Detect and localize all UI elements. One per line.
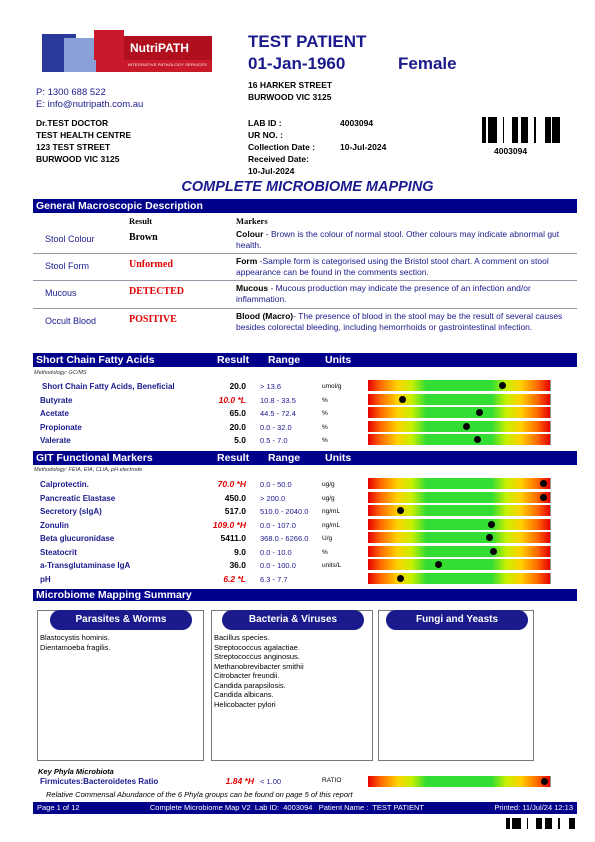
contact-info (36, 87, 143, 111)
scfa-row-result: 20.0 (229, 421, 246, 432)
scfa-row-result: 5.0 (234, 435, 246, 445)
scfa-row-range: 0.0 - 32.0 (260, 422, 292, 432)
parasites-list (40, 633, 110, 652)
git-row-label: Beta glucuronidase (40, 534, 115, 543)
git-row-units: % (322, 548, 328, 556)
git-row-label: Pancreatic Elastase (40, 493, 116, 503)
scfa-row-result: 65.0 (229, 408, 246, 418)
section-summary: Microbiome Mapping Summary (33, 589, 577, 601)
git-row-gauge (368, 519, 551, 530)
patient-dob: 01-Jan-1960 (248, 54, 346, 73)
parasites-title: Parasites & Worms (50, 610, 192, 630)
summary-item: Methanobrevibacter smithii (214, 661, 304, 671)
section-scfa: Short Chain Fatty Acids Result Range Units (33, 353, 577, 367)
summary-item: Bacillus species. (214, 633, 270, 642)
footer-printed: Printed: 11/Jul/24 12:13 (494, 803, 573, 812)
summary-item: Candida parapsilosis. (214, 680, 286, 690)
git-row-units: ng/mL (322, 508, 341, 515)
patient-name: TEST PATIENT (248, 32, 367, 51)
git-row-result: 36.0 (229, 560, 246, 570)
summary-item: Citrobacter freundii. (214, 671, 280, 680)
patient-address: 16 HARKER STREET BURWOOD VIC 3125 (248, 80, 333, 102)
nutripath-logo (36, 30, 212, 78)
macro-result: Unformed (129, 259, 173, 270)
scfa-row-label: Butyrate (40, 395, 73, 405)
fungi-title: Fungi and Yeasts (386, 610, 528, 630)
scfa-row-range: > 13.6 (260, 382, 282, 391)
git-row-label: Secretory (sIgA) (40, 507, 102, 516)
scfa-row-label: Short Chain Fatty Acids, Beneficial (42, 382, 175, 391)
brand-name: NutriPATH (130, 41, 189, 55)
gauge-marker (486, 534, 493, 541)
gauge-marker (541, 778, 548, 785)
git-row-range: 6.3 - 7.7 (260, 574, 288, 584)
bacteria-title: Bacteria & Viruses (222, 610, 364, 630)
received-date: 10-Jul-2024 (248, 166, 295, 176)
summary-item: Blastocystis hominis. (40, 633, 110, 642)
gauge-marker (476, 409, 483, 416)
gauge-marker (399, 396, 406, 403)
footer-report: Complete Microbiome Map V2 Lab ID: 4003094 Patient Name : TEST PATIENT (149, 803, 425, 812)
macro-col-result: Result (129, 216, 153, 226)
git-row-units: U/g (322, 535, 333, 542)
summary-item: Streptococcus anginosus. (214, 652, 300, 661)
macro-label: Occult Blood (45, 316, 97, 326)
summary-item: Streptococcus agalactiae. (214, 642, 300, 652)
git-row-range: > 200.0 (260, 493, 286, 503)
phone: P: 1300 688 522 (36, 87, 106, 98)
git-row-gauge (368, 532, 551, 543)
git-row-label: Steatocrit (40, 547, 77, 557)
git-row-result: 70.0 *H (217, 479, 246, 489)
git-row-units: ng/mL (322, 521, 341, 529)
git-row-result: 6.2 *L (223, 573, 246, 584)
phyla-gauge (368, 776, 551, 787)
parasites-box (37, 610, 204, 761)
gauge-marker (463, 423, 470, 430)
scfa-row-units: % (322, 396, 328, 404)
fungi-box (378, 610, 534, 761)
git-row-label: pH (40, 574, 51, 584)
macro-description: Form -Sample form is categorised using the Bristol stool chart. A comment on stool appearance can be found in the comments section. (236, 256, 549, 277)
report-title: COMPLETE MICROBIOME MAPPING (181, 179, 434, 195)
macro-result: DETECTED (129, 286, 185, 297)
git-row-range: 0.0 - 10.0 (260, 547, 292, 557)
git-row-gauge (368, 559, 551, 570)
macro-label: Stool Form (45, 261, 90, 271)
email[interactable]: E: info@nutripath.com.au (36, 99, 144, 110)
gauge-marker (474, 436, 481, 443)
phyla-result: 1.84 *H (225, 776, 254, 786)
scfa-row-units: % (322, 410, 328, 417)
git-row-result: 450.0 (224, 492, 246, 503)
scfa-row-result: 10.0 *L (218, 394, 246, 405)
bacteria-box (211, 610, 373, 761)
collection-date: 10-Jul-2024 (340, 142, 387, 152)
gauge-marker (540, 494, 547, 501)
git-row-label: Zonulin (40, 520, 69, 530)
macro-result: Brown (129, 232, 158, 243)
git-row-range: 368.0 - 6266.0 (260, 534, 309, 543)
barcode-number: 4003094 (494, 146, 528, 156)
git-row-range: 510.0 - 2040.0 (260, 507, 309, 516)
macro-col-markers: Markers (236, 216, 268, 226)
git-methodology: Methodology: FEIA, EIA, CLIA, pH electrode (34, 467, 143, 473)
scfa-row-range: 10.8 - 33.5 (260, 395, 296, 405)
gauge-marker (397, 575, 404, 582)
git-row-result: 517.0 (224, 506, 246, 516)
patient-sex: Female (398, 54, 457, 73)
scfa-row-range: 0.5 - 7.0 (260, 436, 288, 445)
git-row-units: units/L (322, 562, 342, 569)
barcode (482, 117, 560, 143)
gauge-marker (540, 480, 547, 487)
scfa-row-gauge (368, 380, 551, 391)
gauge-marker (397, 507, 404, 514)
row-separator (33, 253, 577, 254)
macro-label: Mucous (45, 288, 77, 298)
scfa-row-units: % (322, 423, 328, 431)
git-row-gauge (368, 573, 551, 584)
footer-barcode (506, 816, 576, 827)
scfa-row-gauge (368, 434, 551, 445)
git-row-units: ug/g (322, 494, 335, 502)
phyla-label: Firmicutes:Bacteroidetes Ratio (40, 777, 159, 786)
git-row-gauge (368, 478, 551, 489)
scfa-row-gauge (368, 421, 551, 432)
phyla-range: < 1.00 (260, 777, 282, 786)
gauge-marker (490, 548, 497, 555)
git-row-range: 0.0 - 107.0 (260, 520, 296, 530)
macro-description: Colour - Brown is the colour of normal stool. Other colours may indicate abnormal gut health. (236, 229, 560, 250)
scfa-row-units: umol/g (322, 383, 342, 390)
phyla-units: RATIO (322, 777, 342, 784)
scfa-row-result: 20.0 (229, 381, 246, 391)
git-row-result: 9.0 (234, 546, 246, 557)
macro-result: POSITIVE (129, 314, 177, 325)
scfa-row-label: Acetate (40, 409, 69, 418)
lab-id: 4003094 (340, 118, 374, 128)
gauge-marker (435, 561, 442, 568)
macro-description: Mucous - Mucous production may indicate the presence of an infection and/or inflammation. (236, 283, 531, 304)
git-row-result: 5411.0 (220, 533, 246, 543)
scfa-row-units: % (322, 437, 328, 444)
git-row-gauge (368, 546, 551, 557)
git-row-range: 0.0 - 50.0 (260, 480, 292, 489)
macro-label: Stool Colour (45, 234, 95, 244)
footer-bar (33, 802, 577, 814)
bacteria-list (214, 633, 304, 709)
scfa-row-label: Valerate (40, 436, 71, 445)
git-row-label: a-Transglutaminase IgA (40, 561, 131, 570)
gauge-marker (488, 521, 495, 528)
footer-page: Page 1 of 12 (37, 803, 80, 812)
macro-description: Blood (Macro)- The presence of blood in the stool may be the result of several causes besides colorectal bleeding, including hemorrhoids or gastrointestinal infection. (236, 311, 563, 332)
summary-item: Helicobacter pylori (214, 699, 276, 709)
git-row-label: Calprotectin. (40, 480, 89, 489)
gauge-marker (499, 382, 506, 389)
section-git: GIT Functional Markers Result Range Units (33, 451, 577, 465)
lab-info: LAB ID : 4003094 UR NO. : Collection Date : 10-Jul-2024 Received Date: 10-Jul-2024 (248, 118, 387, 176)
phyla-note: Relative Commensal Abundance of the 6 Phyla groups can be found on page 5 of this report (46, 790, 353, 799)
git-row-result: 109.0 *H (212, 519, 246, 530)
phyla-heading: Key Phyla Microbiota (38, 767, 114, 776)
git-row-units: ug/g (322, 481, 335, 488)
brand-tagline: INTEGRATIVE PATHOLOGY SERVICES (128, 62, 207, 67)
row-separator (33, 308, 577, 309)
scfa-row-range: 44.5 - 72.4 (260, 409, 296, 418)
git-row-range: 0.0 - 100.0 (260, 561, 296, 570)
row-separator (33, 280, 577, 281)
scfa-row-gauge (368, 394, 551, 405)
summary-item: Dientamoeba fragilis. (40, 642, 111, 652)
git-row-gauge (368, 492, 551, 503)
scfa-row-label: Propionate (40, 422, 82, 432)
scfa-methodology: Methodology: GC/MS (34, 370, 87, 376)
git-row-gauge (368, 505, 551, 516)
section-macroscopic: General Macroscopic Description (33, 199, 577, 213)
scfa-row-gauge (368, 407, 551, 418)
doctor-block: Dr.TEST DOCTOR TEST HEALTH CENTRE 123 TEST STREET BURWOOD VIC 3125 (36, 118, 132, 164)
summary-item: Candida albicans. (214, 690, 274, 699)
